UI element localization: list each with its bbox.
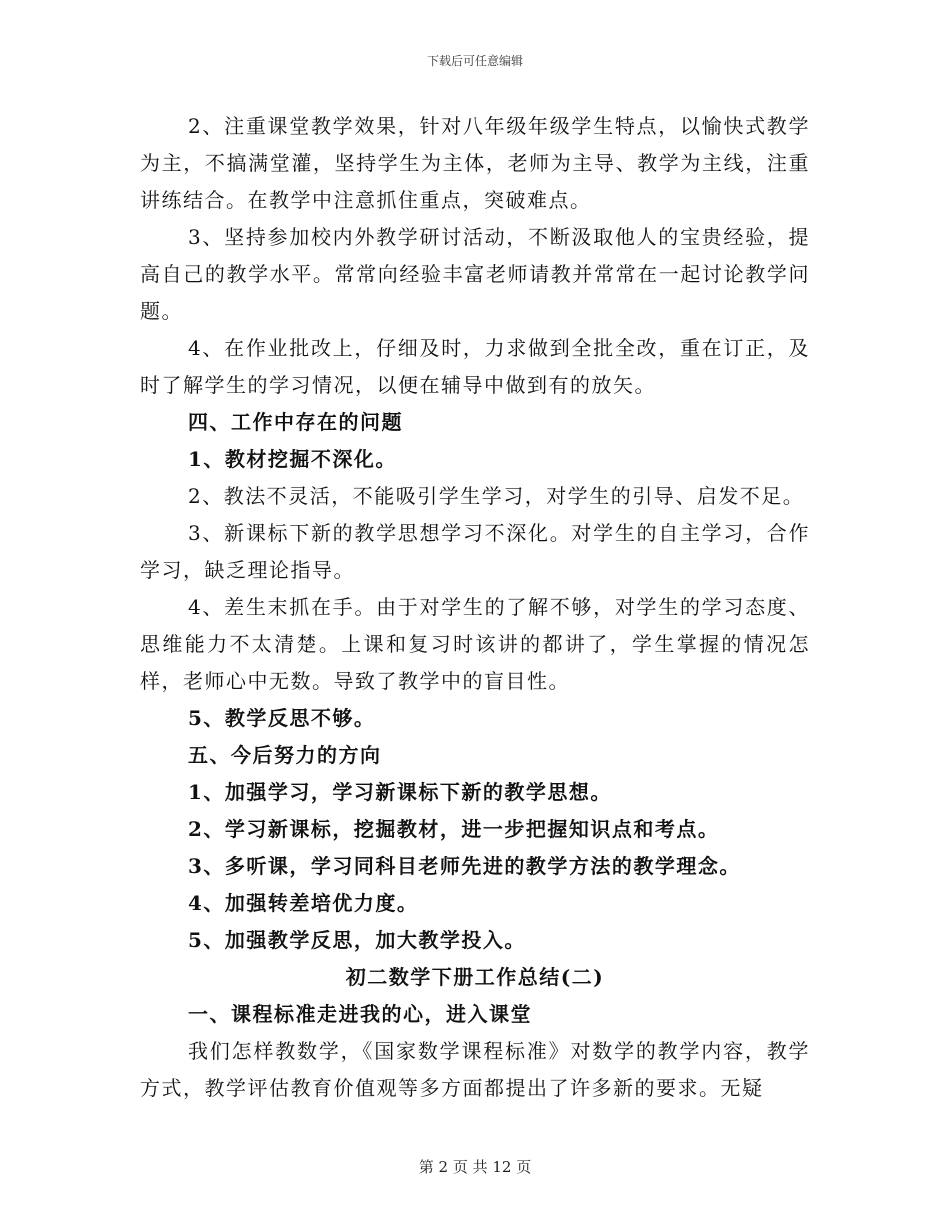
document-subtitle: 初二数学下册工作总结(二) (345, 965, 605, 989)
paragraph-item-4: 4、在作业批改上，仔细及时，力求做到全批全改，重在订正，及时了解学生的学习情况，以便在辅导中做到有的放矢。 (140, 336, 810, 397)
page-header-note: 下载后可任意编辑 (426, 54, 523, 68)
section-heading-problems: 四、工作中存在的问题 (188, 410, 403, 434)
paragraph-curriculum-intro: 我们怎样教数学，《国家数学课程标准》对数学的教学内容，教学方式，教学评估教育价值观等多方面都提出了许多新的要求。无疑 (140, 1039, 810, 1100)
section-heading-direction: 五、今后努力的方向 (188, 743, 382, 767)
page-footer-number: 第 2 页 共 12 页 (418, 1158, 532, 1176)
direction-item-1: 1、加强学习，学习新课标下新的教学思想。 (188, 780, 612, 804)
paragraph-item-3: 3、坚持参加校内外教学研讨活动，不断汲取他人的宝贵经验，提高自己的教学水平。常常向经验丰富老师请教并常常在一起讨论教学问题。 (140, 225, 810, 323)
problem-item-1: 1、教材挖掘不深化。 (188, 447, 397, 471)
direction-item-2: 2、学习新课标，挖掘教材，进一步把握知识点和考点。 (188, 817, 720, 841)
problem-item-4: 4、差生末抓在手。由于对学生的了解不够，对学生的学习态度、思维能力不太清楚。上课和复习时该讲的都讲了，学生掌握的情况怎样，老师心中无数。导致了教学中的盲目性。 (140, 595, 810, 693)
direction-item-4: 4、加强转差培优力度。 (188, 891, 419, 915)
problem-item-5: 5、教学反思不够。 (188, 706, 376, 730)
paragraph-item-2: 2、注重课堂教学效果，针对八年级年级学生特点，以愉快式教学为主，不搞满堂灌，坚持学生为主体，老师为主导、教学为主线，注重讲练结合。在教学中注意抓住重点，突破难点。 (140, 114, 810, 212)
direction-item-5: 5、加强教学反思，加大教学投入。 (188, 928, 526, 952)
section-heading-curriculum: 一、课程标准走进我的心，进入课堂 (188, 1002, 532, 1026)
document-body (140, 108, 810, 1107)
direction-item-3: 3、多听课，学习同科目老师先进的教学方法的教学理念。 (188, 854, 741, 878)
problem-item-2: 2、教法不灵活，不能吸引学生学习，对学生的引导、启发不足。 (188, 484, 805, 508)
problem-item-3: 3、新课标下新的教学思想学习不深化。对学生的自主学习，合作学习，缺乏理论指导。 (140, 521, 810, 582)
